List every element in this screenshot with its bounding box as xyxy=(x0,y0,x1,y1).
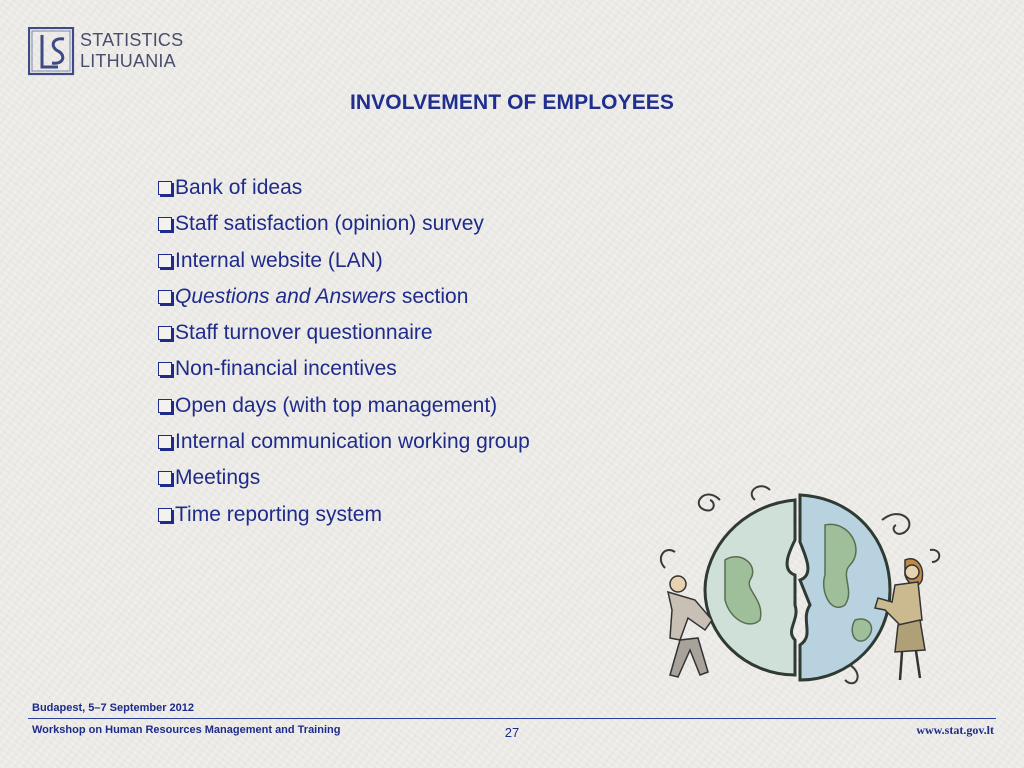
slide-title: INVOLVEMENT OF EMPLOYEES xyxy=(349,91,675,114)
square-bullet-icon xyxy=(158,399,172,413)
bullet-text: Non-financial incentives xyxy=(175,357,397,381)
bullet-text: Meetings xyxy=(175,466,261,490)
bullet-item xyxy=(158,210,530,246)
square-bullet-icon xyxy=(158,217,172,231)
bullet-item xyxy=(158,392,530,428)
bullet-text: Internal communication working group xyxy=(175,430,530,454)
bullet-item xyxy=(158,464,530,500)
statistics-lithuania-logo xyxy=(28,27,208,79)
bullet-text: Open days (with top management) xyxy=(175,393,498,417)
square-bullet-icon xyxy=(158,471,172,485)
logo-line-2: LITHUANIA xyxy=(80,51,176,71)
logo-mark-icon xyxy=(28,27,76,77)
footer-url[interactable]: www.stat.gov.lt xyxy=(916,723,994,737)
footer-workshop: Workshop on Human Resources Management and Training xyxy=(32,724,341,736)
bullet-text: Staff turnover questionnaire xyxy=(175,321,433,345)
people-with-globe-puzzle-illustration xyxy=(650,480,950,690)
bullet-item xyxy=(158,319,530,355)
bullet-list xyxy=(158,174,530,537)
bullet-text: section xyxy=(396,284,469,308)
page-number: 27 xyxy=(504,725,520,740)
bullet-item xyxy=(158,355,530,391)
bullet-text: Bank of ideas xyxy=(175,176,303,199)
bullet-italic-text: Questions and Answers xyxy=(175,284,397,308)
square-bullet-icon xyxy=(158,508,172,522)
bullet-item xyxy=(158,501,530,537)
logo-line-1: STATISTICS xyxy=(80,30,184,50)
square-bullet-icon xyxy=(158,435,172,449)
bullet-item xyxy=(158,428,530,464)
bullet-text: Staff satisfaction (opinion) survey xyxy=(175,212,484,236)
bullet-text: Internal website (LAN) xyxy=(175,248,383,272)
square-bullet-icon xyxy=(158,362,172,376)
bullet-text: Time reporting system xyxy=(175,502,382,526)
footer-date: Budapest, 5–7 September 2012 xyxy=(32,702,195,714)
bullet-item xyxy=(158,174,530,210)
bullet-item xyxy=(158,283,530,319)
square-bullet-icon xyxy=(158,254,172,268)
square-bullet-icon xyxy=(158,326,172,340)
bullet-item xyxy=(158,247,530,283)
footer-divider xyxy=(28,718,996,719)
logo-text xyxy=(80,30,183,72)
square-bullet-icon xyxy=(158,181,172,195)
square-bullet-icon xyxy=(158,290,172,304)
